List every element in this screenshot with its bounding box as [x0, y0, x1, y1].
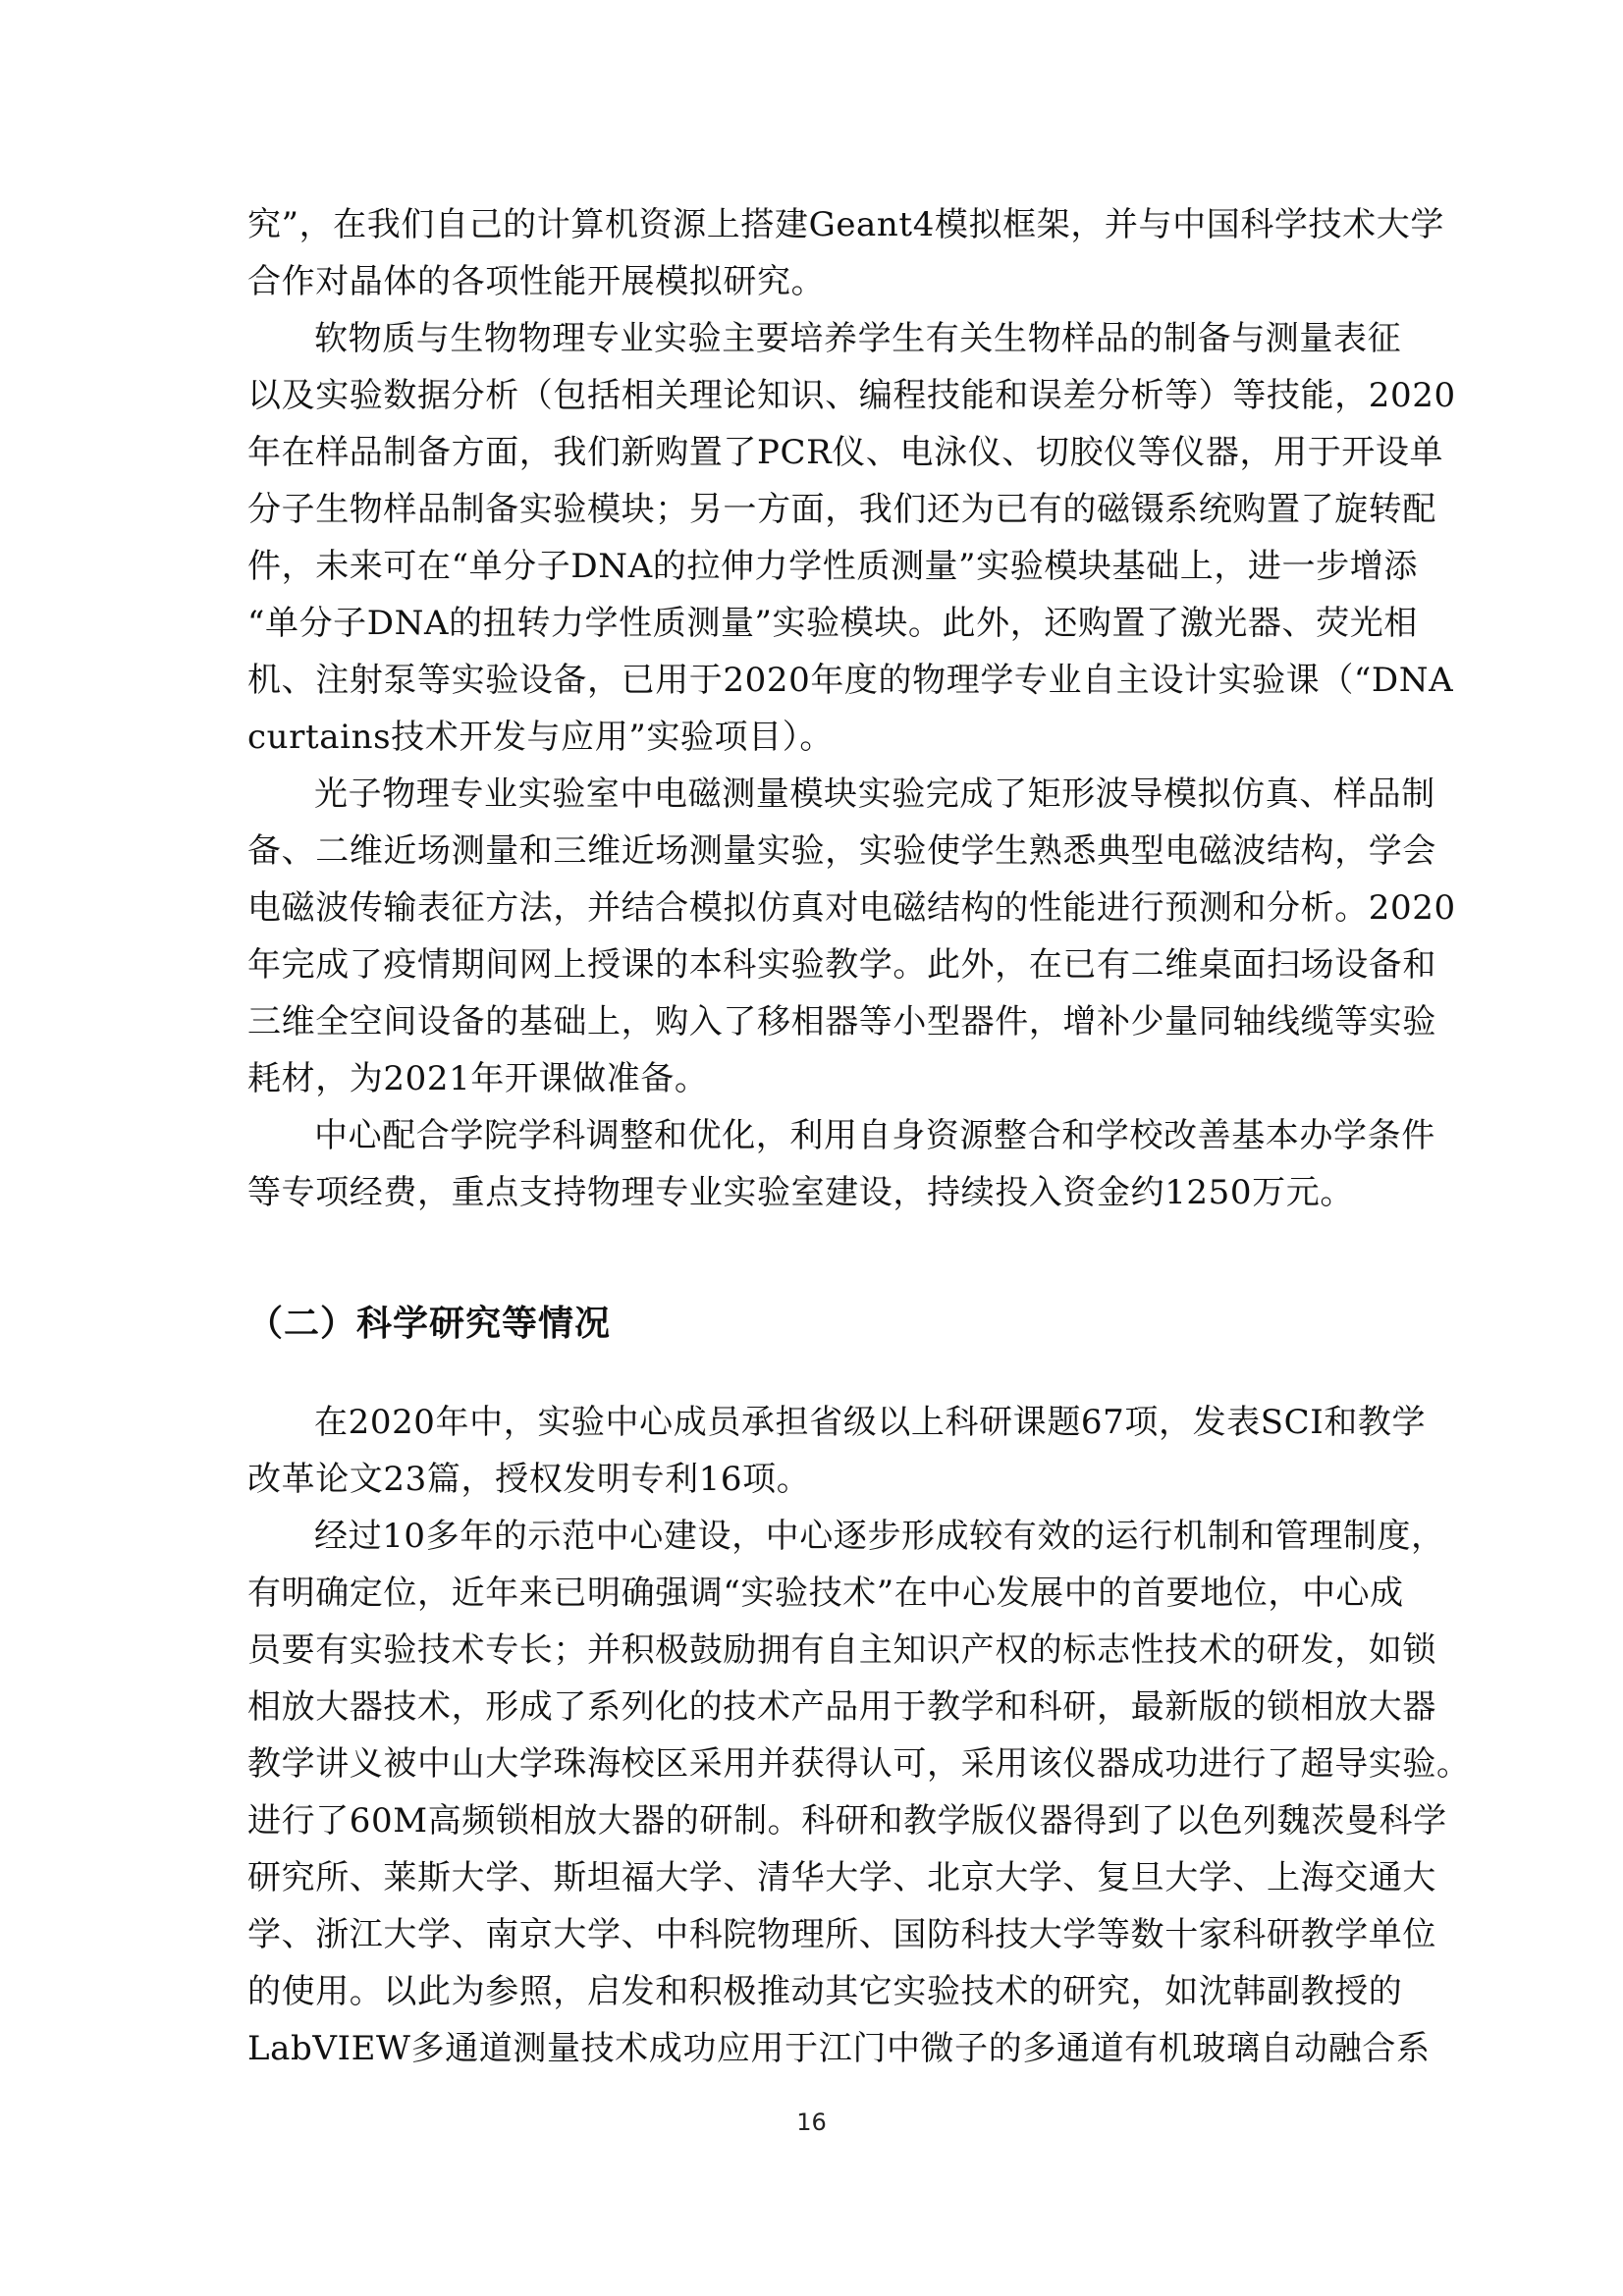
text-line: 中心配合学院学科调整和优化，利用自身资源整合和学校改善基本办学条件 — [314, 1116, 1435, 1155]
text-line: 件，未来可在“单分子DNA的拉伸力学性质测量”实验模块基础上，进一步增添 — [247, 547, 1418, 586]
text-line: 在2020年中，实验中心成员承担省级以上科研课题67项，发表SCI和教学 — [314, 1403, 1427, 1442]
text-line: 员要有实验技术专长；并积极鼓励拥有自主知识产权的标志性技术的研发，如锁 — [247, 1630, 1436, 1670]
text-line: 光子物理专业实验室中电磁测量模块实验完成了矩形波导模拟仿真、样品制 — [314, 774, 1435, 814]
text-line: 学、浙江大学、南京大学、中科院物理所、国防科技大学等数十家科研教学单位 — [247, 1915, 1436, 1954]
text-line: 合作对晶体的各项性能开展模拟研究。 — [247, 262, 826, 301]
text-line: 相放大器技术，形成了系列化的技术产品用于教学和科研，最新版的锁相放大器 — [247, 1687, 1436, 1727]
text-line: 三维全空间设备的基础上，购入了移相器等小型器件，增补少量同轴线缆等实验 — [247, 1002, 1436, 1041]
text-line: 机、注射泵等实验设备，已用于2020年度的物理学专业自主设计实验课（“DNA — [247, 661, 1454, 700]
text-line: 电磁波传输表征方法，并结合模拟仿真对电磁结构的性能进行预测和分析。2020 — [247, 888, 1456, 928]
text-line: 的使用。以此为参照，启发和积极推动其它实验技术的研究，如沈韩副教授的 — [247, 1972, 1403, 2011]
text-line: 究”，在我们自己的计算机资源上搭建Geant4模拟框架，并与中国科学技术大学 — [247, 205, 1444, 244]
text-line: curtains技术开发与应用”实验项目）。 — [247, 718, 834, 757]
text-line: 年在样品制备方面，我们新购置了PCR仪、电泳仪、切胶仪等仪器，用于开设单 — [247, 433, 1444, 472]
text-line: 经过10多年的示范中心建设，中心逐步形成较有效的运行机制和管理制度， — [314, 1517, 1445, 1556]
text-line: “单分子DNA的扭转力学性质测量”实验模块。此外，还购置了激光器、荧光相 — [247, 604, 1418, 643]
text-line: 研究所、莱斯大学、斯坦福大学、清华大学、北京大学、复旦大学、上海交通大 — [247, 1858, 1436, 1897]
text-line: 年完成了疫情期间网上授课的本科实验教学。此外，在已有二维桌面扫场设备和 — [247, 945, 1436, 985]
text-line: 进行了60M高频锁相放大器的研制。科研和教学版仪器得到了以色列魏茨曼科学 — [247, 1801, 1447, 1841]
section-heading: （二）科学研究等情况 — [247, 1303, 612, 1344]
text-line: 改革论文23篇，授权发明专利16项。 — [247, 1460, 811, 1499]
text-line: 有明确定位，近年来已明确强调“实验技术”在中心发展中的首要地位，中心成 — [247, 1574, 1404, 1613]
text-line: 教学讲义被中山大学珠海校区采用并获得认可，采用该仪器成功进行了超导实验。 — [247, 1744, 1471, 1784]
text-line: 耗材，为2021年开课做准备。 — [247, 1059, 709, 1098]
body-text-block-1 — [247, 196, 1456, 1221]
text-line: 分子生物样品制备实验模块；另一方面，我们还为已有的磁镊系统购置了旋转配 — [247, 490, 1436, 529]
text-line: 备、二维近场测量和三维近场测量实验，实验使学生熟悉典型电磁波结构，学会 — [247, 831, 1436, 871]
body-text-block-2 — [247, 1394, 1471, 2077]
text-line: 软物质与生物物理专业实验主要培养学生有关生物样品的制备与测量表征 — [314, 319, 1402, 358]
text-line: 等专项经费，重点支持物理专业实验室建设，持续投入资金约1250万元。 — [247, 1173, 1354, 1212]
page-number: 16 — [796, 2109, 827, 2136]
text-line: LabVIEW多通道测量技术成功应用于江门中微子的多通道有机玻璃自动融合系 — [247, 2029, 1431, 2068]
text-line: 以及实验数据分析（包括相关理论知识、编程技能和误差分析等）等技能，2020 — [247, 376, 1456, 415]
